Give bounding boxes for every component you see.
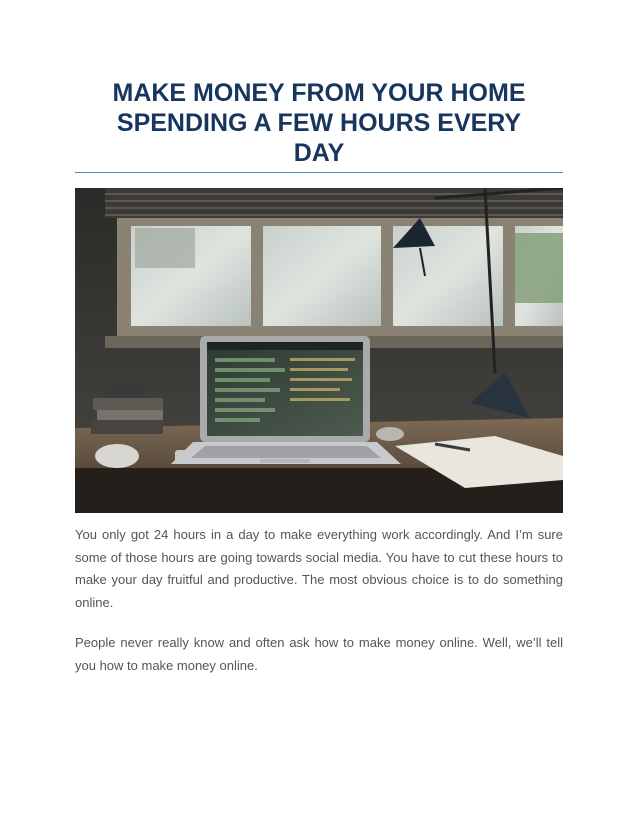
title-underline — [75, 172, 563, 173]
body-paragraph-1: You only got 24 hours in a day to make everything work accordingly. And I’m sure some of those hours are going towards social media. You have to cut these hours to make your day fruitful and productive. The most obvious choice is to do something online. — [75, 527, 563, 610]
title-line-3: DAY — [293, 139, 345, 167]
page-title — [75, 78, 563, 168]
body-paragraph-2: People never really know and often ask how to make money online. Well, we’ll tell you how to make money online. — [75, 635, 563, 673]
title-line-1: MAKE MONEY FROM YOUR HOME — [112, 79, 526, 107]
title-line-2: SPENDING A FEW HOURS EVERY — [116, 109, 522, 137]
laptop-desk-photo — [75, 188, 563, 513]
